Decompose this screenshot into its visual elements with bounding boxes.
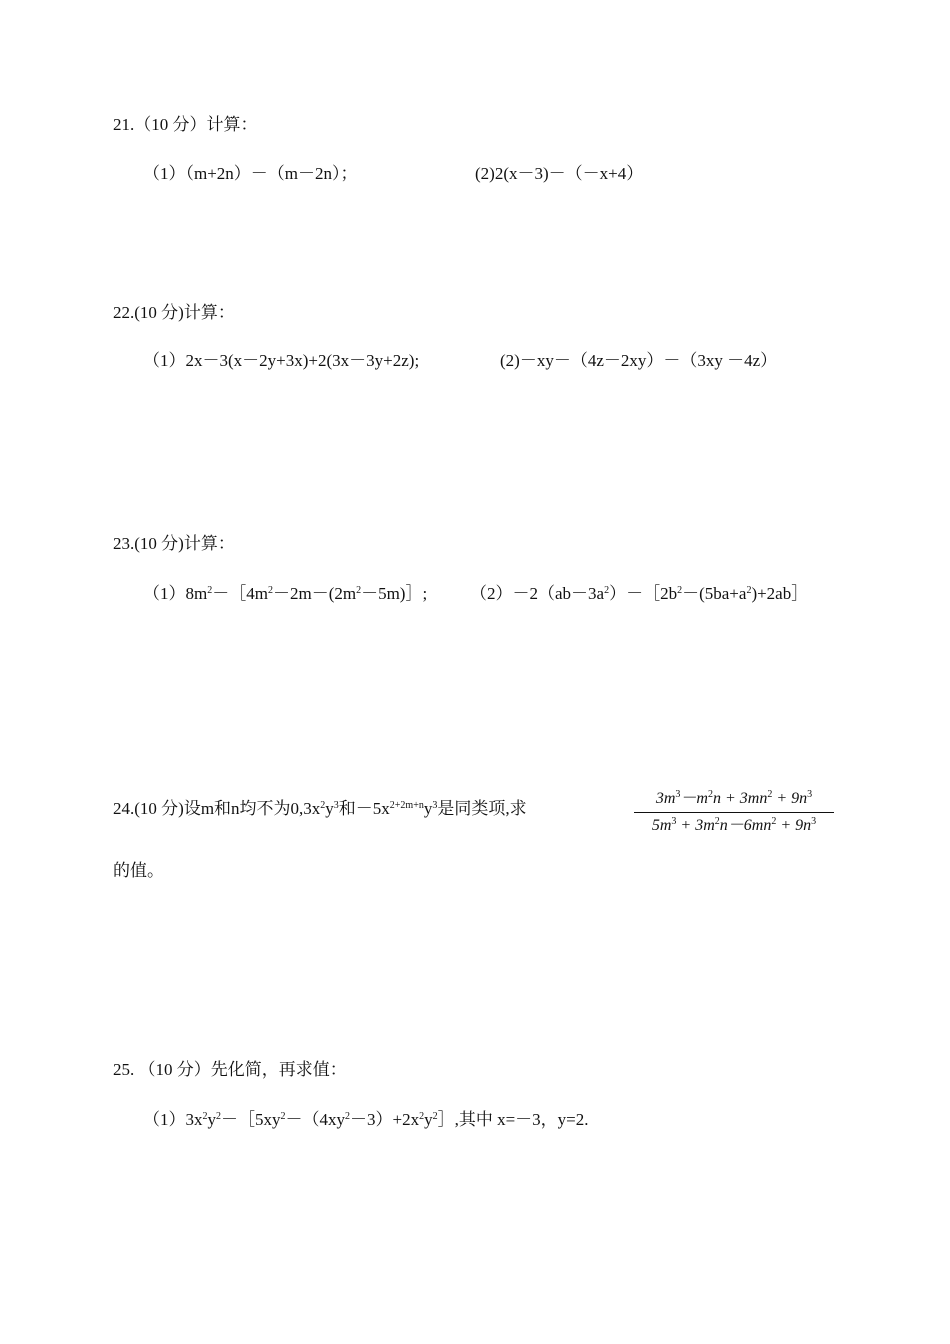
q22-title: 22.(10 分)计算： [113, 303, 235, 322]
q25-title: 25. （10 分）先化简，再求值： [113, 1060, 347, 1079]
fraction-numerator: $3m^3-m^2n + 3mn^2 + 9n^3$ [655, 789, 813, 807]
q23-part1: $(1)8m^2-[4m^2-2m-(2m^2-5m)]$; [143, 584, 428, 603]
q21-part2: (2)2(x－3)－（－x+4） [475, 164, 644, 183]
q21-title: 21.（10 分）计算： [113, 115, 258, 134]
q22-part1: （1）2x－3(x－2y+3x)+2(3x－3y+2z); [143, 351, 420, 370]
q21-part1: （1）（m+2n）－（m－2n）； [143, 164, 358, 183]
q23-title: 23.(10 分)计算： [113, 534, 235, 553]
q23-part2: $(2)-2(ab-3a^2)-[2b^2-(5ba+a^2)+2ab]$ [470, 584, 809, 603]
q22-part2: (2)－xy－（4z－2xy）－（3xy －4z） [500, 351, 778, 370]
q25-part1: $(1)3x^2y^2-[5xy^2-(4xy^2-3)+2x^2y^2]$,其中 x=－3，y=2. [143, 1110, 589, 1129]
fraction-denominator: $5m^3 + 3m^2n-6mn^2 + 9n^3$ [651, 816, 817, 834]
fraction-bar [634, 812, 834, 813]
q24-tail: 的值。 [113, 861, 164, 880]
q24-fraction [634, 788, 834, 837]
q24-statement: 24.(10 分)设m和n均不为$0,3x^2y^3$和$-5x^{2+2m+n}y^3$是同类项,求 [113, 799, 527, 818]
